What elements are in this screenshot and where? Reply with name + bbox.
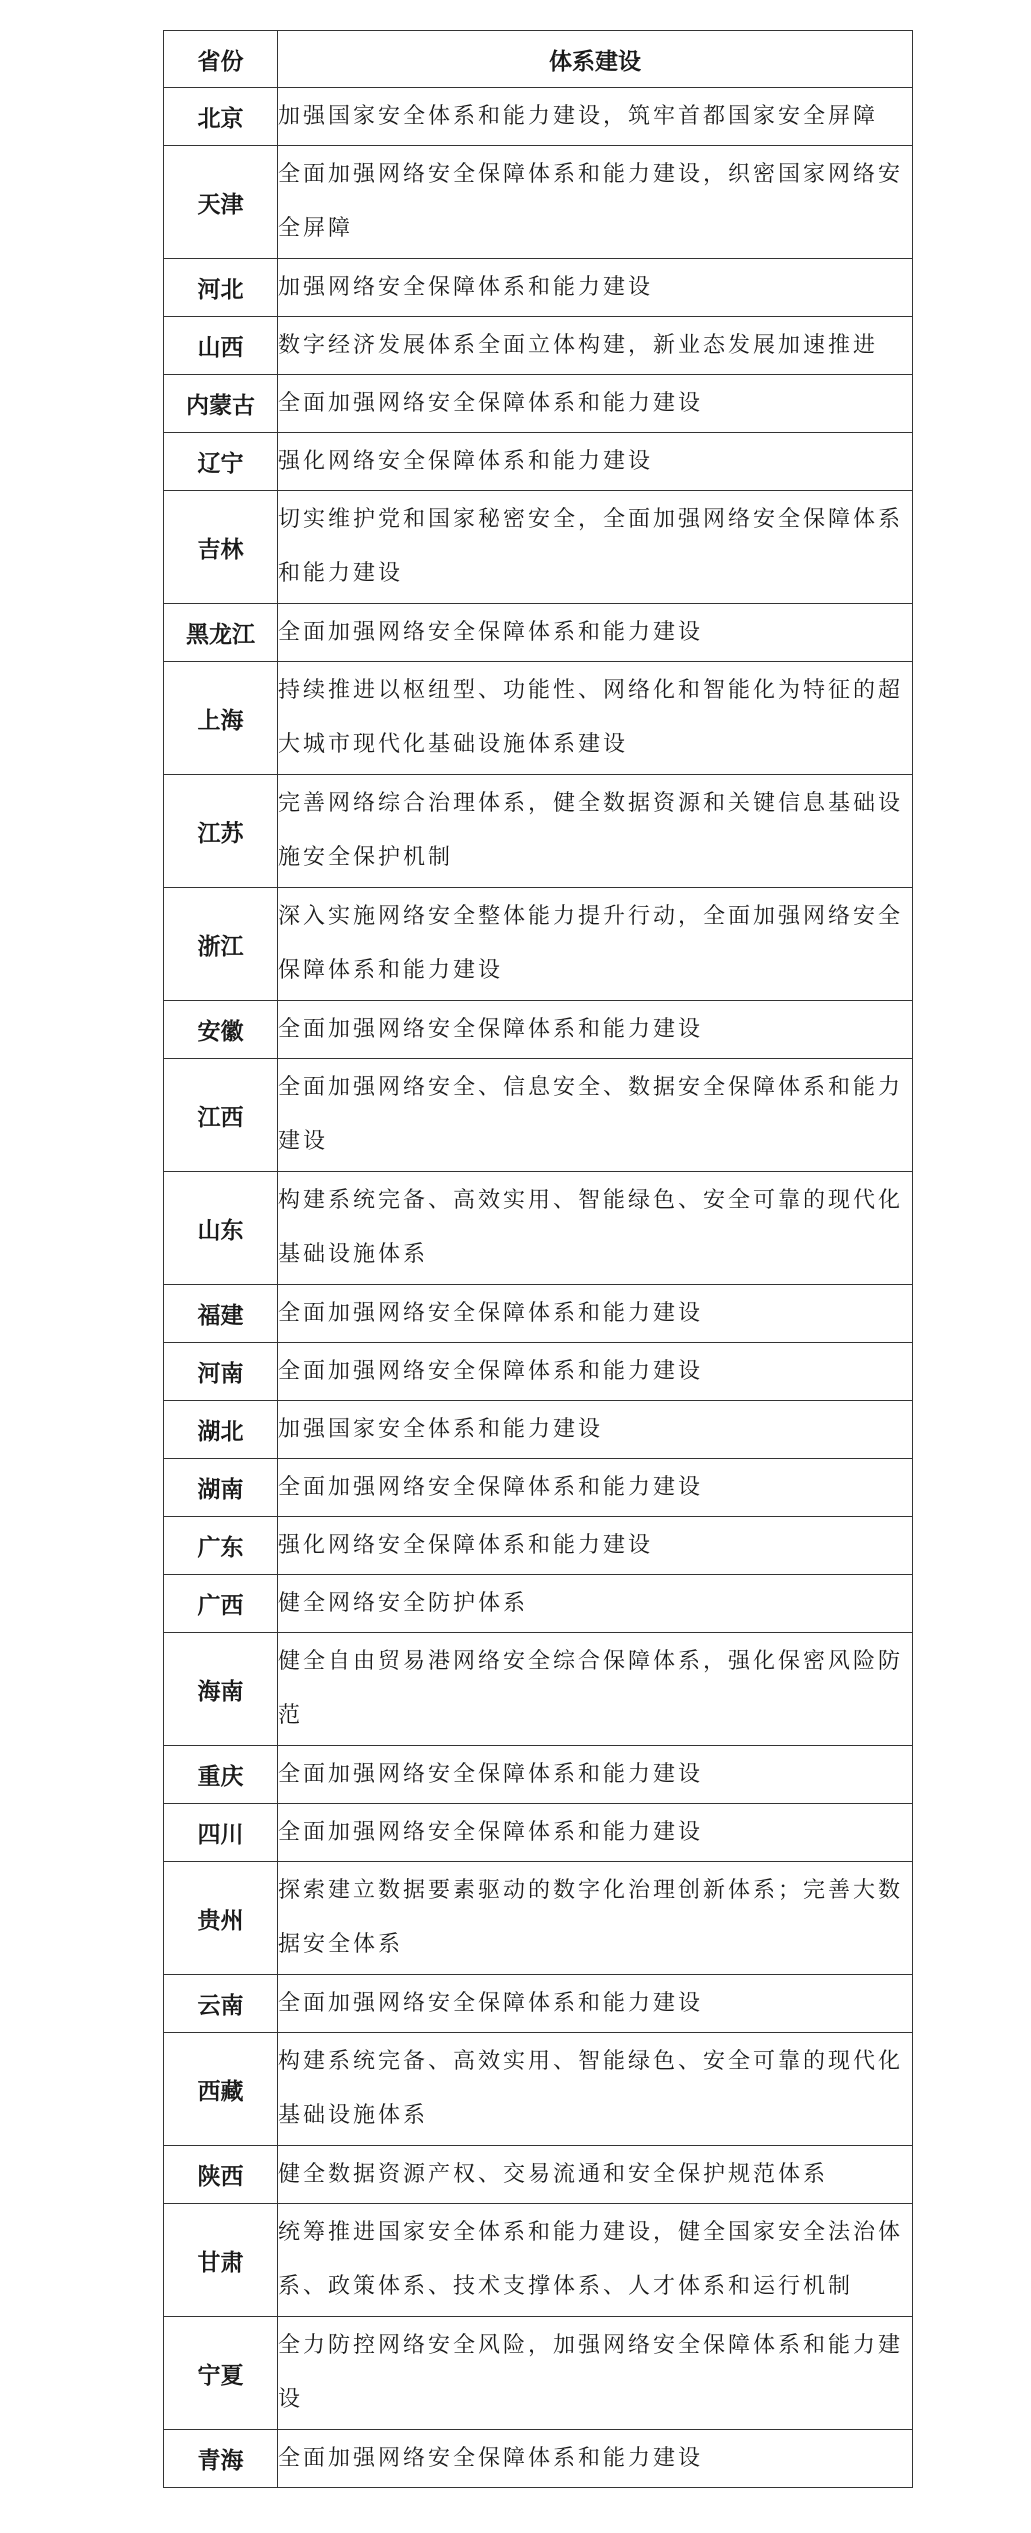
system-cell: 全面加强网络安全保障体系和能力建设 [278,1001,913,1059]
system-cell: 全面加强网络安全保障体系和能力建设 [278,1804,913,1862]
table-row [164,88,913,146]
province-cell: 上海 [164,662,278,775]
province-cell: 吉林 [164,491,278,604]
province-cell: 安徽 [164,1001,278,1059]
province-cell: 湖南 [164,1459,278,1517]
table-row [164,2033,913,2146]
province-cell: 山东 [164,1172,278,1285]
province-cell: 江苏 [164,775,278,888]
header-province: 省份 [164,31,278,88]
system-cell: 全面加强网络安全保障体系和能力建设 [278,1975,913,2033]
table-row [164,1746,913,1804]
province-cell: 福建 [164,1285,278,1343]
table-row [164,1343,913,1401]
system-cell: 全面加强网络安全保障体系和能力建设，织密国家网络安全屏障 [278,146,913,259]
system-cell: 加强国家安全体系和能力建设，筑牢首都国家安全屏障 [278,88,913,146]
system-cell: 深入实施网络安全整体能力提升行动，全面加强网络安全保障体系和能力建设 [278,888,913,1001]
province-cell: 江西 [164,1059,278,1172]
province-cell: 河北 [164,259,278,317]
province-cell: 黑龙江 [164,604,278,662]
table-row [164,1285,913,1343]
table-row [164,604,913,662]
system-cell: 全面加强网络安全、信息安全、数据安全保障体系和能力建设 [278,1059,913,1172]
system-cell: 健全数据资源产权、交易流通和安全保护规范体系 [278,2146,913,2204]
system-cell: 探索建立数据要素驱动的数字化治理创新体系；完善大数据安全体系 [278,1862,913,1975]
table-body [164,88,913,2488]
system-cell: 全力防控网络安全风险，加强网络安全保障体系和能力建设 [278,2317,913,2430]
table-row [164,2317,913,2430]
table-row [164,1459,913,1517]
province-system-table [163,30,913,2488]
system-cell: 强化网络安全保障体系和能力建设 [278,433,913,491]
system-cell: 全面加强网络安全保障体系和能力建设 [278,1459,913,1517]
table-row [164,1172,913,1285]
table-header-row [164,31,913,88]
system-cell: 全面加强网络安全保障体系和能力建设 [278,2430,913,2488]
table-row [164,888,913,1001]
system-cell: 构建系统完备、高效实用、智能绿色、安全可靠的现代化基础设施体系 [278,1172,913,1285]
table-row [164,1401,913,1459]
table-row [164,1862,913,1975]
table-row [164,317,913,375]
province-cell: 贵州 [164,1862,278,1975]
table-row [164,2204,913,2317]
province-cell: 天津 [164,146,278,259]
province-cell: 山西 [164,317,278,375]
table-row [164,1001,913,1059]
province-cell: 广西 [164,1575,278,1633]
province-cell: 西藏 [164,2033,278,2146]
system-cell: 全面加强网络安全保障体系和能力建设 [278,1285,913,1343]
system-cell: 统筹推进国家安全体系和能力建设，健全国家安全法治体系、政策体系、技术支撑体系、人才体系和运行机制 [278,2204,913,2317]
table-row [164,146,913,259]
header-system: 体系建设 [278,31,913,88]
province-cell: 海南 [164,1633,278,1746]
system-cell: 加强国家安全体系和能力建设 [278,1401,913,1459]
system-cell: 持续推进以枢纽型、功能性、网络化和智能化为特征的超大城市现代化基础设施体系建设 [278,662,913,775]
province-cell: 湖北 [164,1401,278,1459]
province-cell: 辽宁 [164,433,278,491]
province-cell: 宁夏 [164,2317,278,2430]
system-cell: 全面加强网络安全保障体系和能力建设 [278,1343,913,1401]
table-row [164,375,913,433]
province-cell: 云南 [164,1975,278,2033]
system-cell: 强化网络安全保障体系和能力建设 [278,1517,913,1575]
system-cell: 切实维护党和国家秘密安全，全面加强网络安全保障体系和能力建设 [278,491,913,604]
system-cell: 健全自由贸易港网络安全综合保障体系，强化保密风险防范 [278,1633,913,1746]
system-cell: 全面加强网络安全保障体系和能力建设 [278,604,913,662]
system-cell: 构建系统完备、高效实用、智能绿色、安全可靠的现代化基础设施体系 [278,2033,913,2146]
table-row [164,1517,913,1575]
province-cell: 甘肃 [164,2204,278,2317]
table-row [164,662,913,775]
province-cell: 四川 [164,1804,278,1862]
table-row [164,259,913,317]
table-row [164,2430,913,2488]
system-cell: 全面加强网络安全保障体系和能力建设 [278,1746,913,1804]
province-cell: 河南 [164,1343,278,1401]
province-cell: 广东 [164,1517,278,1575]
table-row [164,1059,913,1172]
table-row [164,1975,913,2033]
table-row [164,491,913,604]
table-row [164,1575,913,1633]
system-cell: 数字经济发展体系全面立体构建，新业态发展加速推进 [278,317,913,375]
system-cell: 健全网络安全防护体系 [278,1575,913,1633]
system-cell: 加强网络安全保障体系和能力建设 [278,259,913,317]
province-cell: 内蒙古 [164,375,278,433]
province-cell: 青海 [164,2430,278,2488]
province-cell: 重庆 [164,1746,278,1804]
table-row [164,433,913,491]
province-cell: 陕西 [164,2146,278,2204]
table-row [164,1804,913,1862]
province-cell: 北京 [164,88,278,146]
system-cell: 全面加强网络安全保障体系和能力建设 [278,375,913,433]
table-row [164,775,913,888]
province-cell: 浙江 [164,888,278,1001]
table-row [164,1633,913,1746]
table-row [164,2146,913,2204]
system-cell: 完善网络综合治理体系，健全数据资源和关键信息基础设施安全保护机制 [278,775,913,888]
